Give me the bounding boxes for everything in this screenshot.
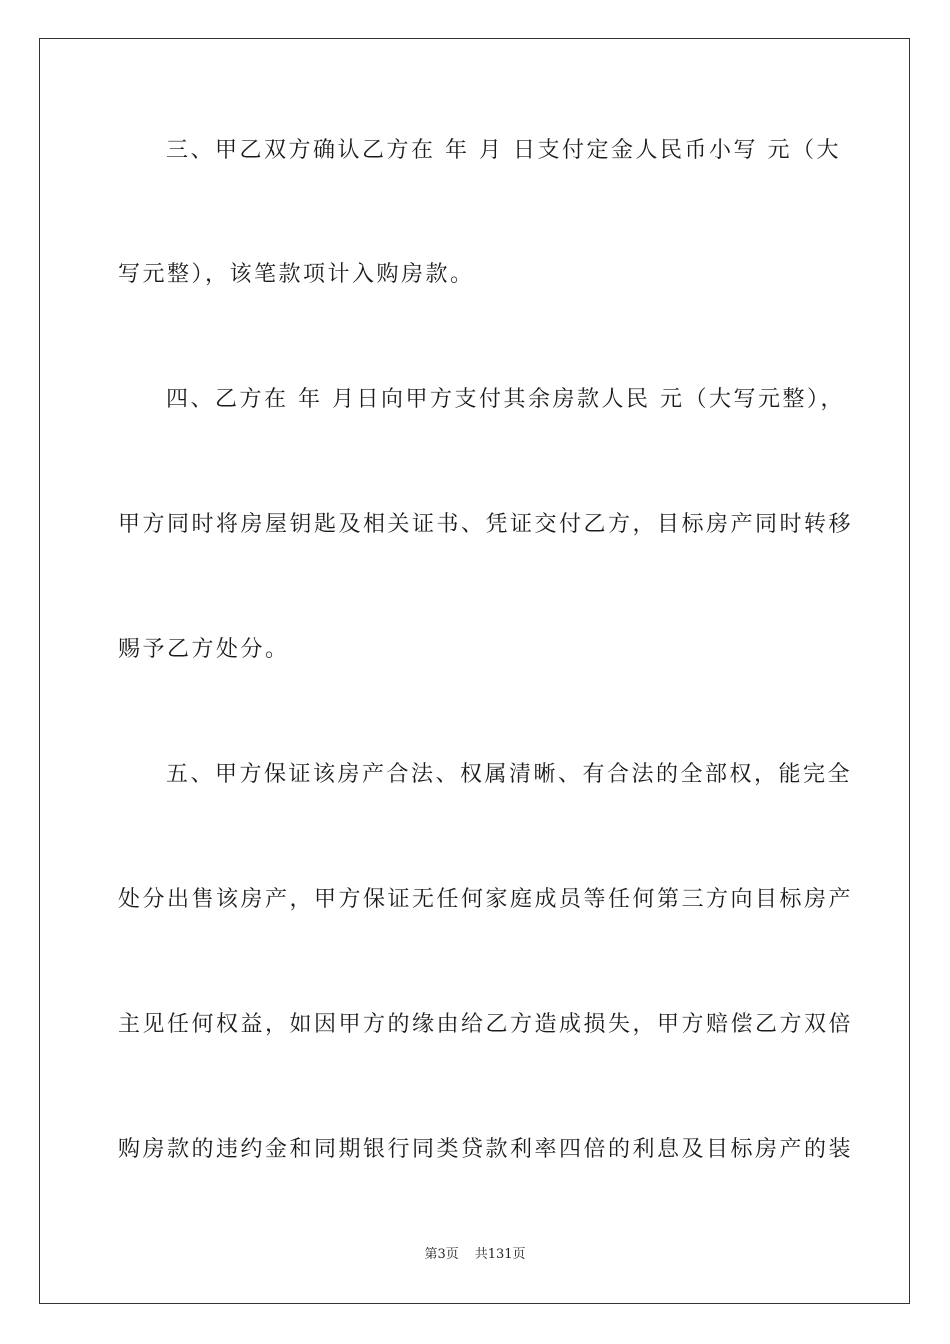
paragraph-5-line-4: 购房款的违约金和同期银行同类贷款利率四倍的利息及目标房产的装	[118, 1137, 854, 1162]
paragraph-4-line-2: 甲方同时将房屋钥匙及相关证书、凭证交付乙方，目标房产同时转移	[118, 512, 854, 537]
paragraph-4-line-3: 赐予乙方处分。	[118, 637, 290, 662]
page-number-current: 第3页	[424, 1247, 459, 1262]
paragraph-5-line-1: 五、甲方保证该房产合法、权属清晰、有合法的全部权，能完全	[166, 762, 853, 787]
paragraph-5-line-2: 处分出售该房产，甲方保证无任何家庭成员等任何第三方向目标房产	[118, 887, 854, 912]
page-number-total: 共131页	[474, 1247, 526, 1262]
page-border	[39, 38, 910, 1304]
paragraph-3-line-2: 写元整），该笔款项计入购房款。	[118, 262, 475, 287]
paragraph-5-line-3: 主见任何权益，如因甲方的缘由给乙方造成损失，甲方赔偿乙方双倍	[118, 1012, 854, 1037]
paragraph-4-line-1: 四、乙方在 年 月日向甲方支付其余房款人民 元（大写元整），	[166, 387, 845, 412]
page-footer	[0, 1246, 950, 1264]
paragraph-3-line-1: 三、甲乙双方确认乙方在 年 月 日支付定金人民币小写 元（大	[166, 138, 841, 163]
